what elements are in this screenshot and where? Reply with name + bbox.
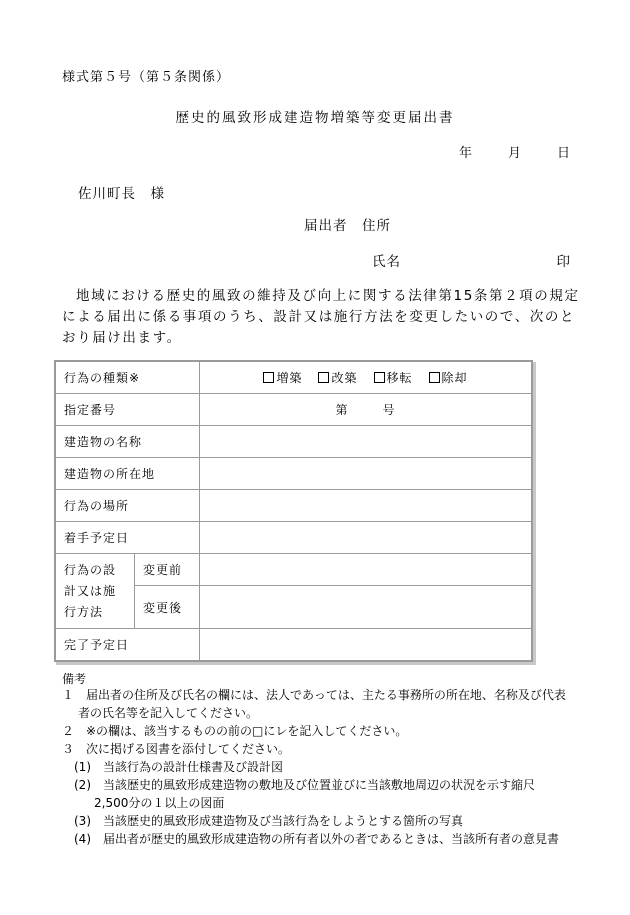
checkbox-icon[interactable] xyxy=(374,372,385,383)
note-3: ３ 次に掲げる図書を添付してください。 xyxy=(62,742,291,756)
note-1-line-2: 者の氏名等を記入してください。 xyxy=(78,706,259,720)
seal-mark: 印 xyxy=(556,254,570,270)
row-completion-date xyxy=(55,629,532,662)
row-method-before xyxy=(55,554,532,586)
option-label: 増築 xyxy=(276,371,303,385)
checkbox-icon[interactable] xyxy=(318,372,329,383)
date-line xyxy=(459,142,570,161)
table-shadow-right xyxy=(533,362,536,664)
building-location-label: 建造物の所在地 xyxy=(55,458,200,490)
start-date-field[interactable] xyxy=(200,522,533,554)
addressee: 佐川町長 様 xyxy=(78,186,165,202)
option-label: 改築 xyxy=(331,371,358,385)
row-designation xyxy=(55,394,532,426)
form-table xyxy=(54,360,533,662)
note-3-sub-2-line-2: 2,500分の１以上の図面 xyxy=(94,796,225,810)
row-act-place xyxy=(55,490,532,522)
checkbox-icon[interactable] xyxy=(263,372,274,383)
building-location-field[interactable] xyxy=(200,458,533,490)
after-field[interactable] xyxy=(200,586,533,629)
option-label: 除却 xyxy=(441,371,468,385)
form-number: 様式第５号（第５条関係） xyxy=(62,70,231,85)
designation-label: 指定番号 xyxy=(55,394,200,426)
submitter-name-label: 氏名 xyxy=(372,254,401,270)
act-type-options xyxy=(200,361,533,394)
note-3-sub-3: (3) 当該歴史的風致形成建造物及び当該行為をしようとする箇所の写真 xyxy=(74,814,464,828)
row-act-type xyxy=(55,361,532,394)
completion-date-field[interactable] xyxy=(200,629,533,662)
designation-go: 号 xyxy=(382,403,396,417)
before-label: 変更前 xyxy=(135,554,200,586)
method-label-line: 計又は施 xyxy=(64,583,117,598)
method-label-line: 行為の設 xyxy=(64,562,117,577)
after-label: 変更後 xyxy=(135,586,200,629)
building-name-label: 建造物の名称 xyxy=(55,426,200,458)
note-3-sub-4: (4) 届出者が歴史的風致形成建造物の所有者以外の者であるときは、当該所有者の意見書 xyxy=(74,832,560,846)
note-1-line-1: １ 届出者の住所及び氏名の欄には、法人であっては、主たる事務所の所在地、名称及び代表 xyxy=(62,688,566,702)
designation-field[interactable] xyxy=(200,394,533,426)
option-label: 移転 xyxy=(386,371,413,385)
date-day: 日 xyxy=(556,146,570,161)
body-text: 地域における歴史的風致の維持及び向上に関する法律第15条第２項の規定による届出に係る事項のうち、設計又は施行方法を変更したいので、次のとおり届け出ます。 xyxy=(62,288,580,346)
completion-date-label: 完了予定日 xyxy=(55,629,200,662)
note-3-sub-1: (1) 当該行為の設計仕様書及び設計図 xyxy=(74,760,283,774)
option-iten[interactable] xyxy=(374,369,413,386)
date-month: 月 xyxy=(507,146,521,161)
option-jokyaku[interactable] xyxy=(429,369,468,386)
note-2: ２ ※の欄は、該当するものの前の□にレを記入してください。 xyxy=(62,724,408,738)
method-label-line: 行方法 xyxy=(64,604,104,619)
document-title: 歴史的風致形成建造物増築等変更届出書 xyxy=(175,110,455,126)
submitter-address-label: 届出者 住所 xyxy=(304,218,391,234)
act-type-label: 行為の種類※ xyxy=(55,361,200,394)
notes-title: 備考 xyxy=(62,672,87,686)
checkbox-icon[interactable] xyxy=(429,372,440,383)
table-shadow-bottom xyxy=(56,662,536,665)
start-date-label: 着手予定日 xyxy=(55,522,200,554)
option-zouchiku[interactable] xyxy=(263,369,302,386)
method-label xyxy=(55,554,135,629)
row-building-name xyxy=(55,426,532,458)
row-building-location xyxy=(55,458,532,490)
note-3-sub-2-line-1: (2) 当該歴史的風致形成建造物の敷地及び位置並びに当該敷地周辺の状況を示す縮尺 xyxy=(74,778,536,792)
building-name-field[interactable] xyxy=(200,426,533,458)
act-place-field[interactable] xyxy=(200,490,533,522)
row-start-date xyxy=(55,522,532,554)
before-field[interactable] xyxy=(200,554,533,586)
act-place-label: 行為の場所 xyxy=(55,490,200,522)
date-year: 年 xyxy=(458,146,472,161)
designation-dai: 第 xyxy=(335,403,349,417)
option-kaichiku[interactable] xyxy=(318,369,357,386)
